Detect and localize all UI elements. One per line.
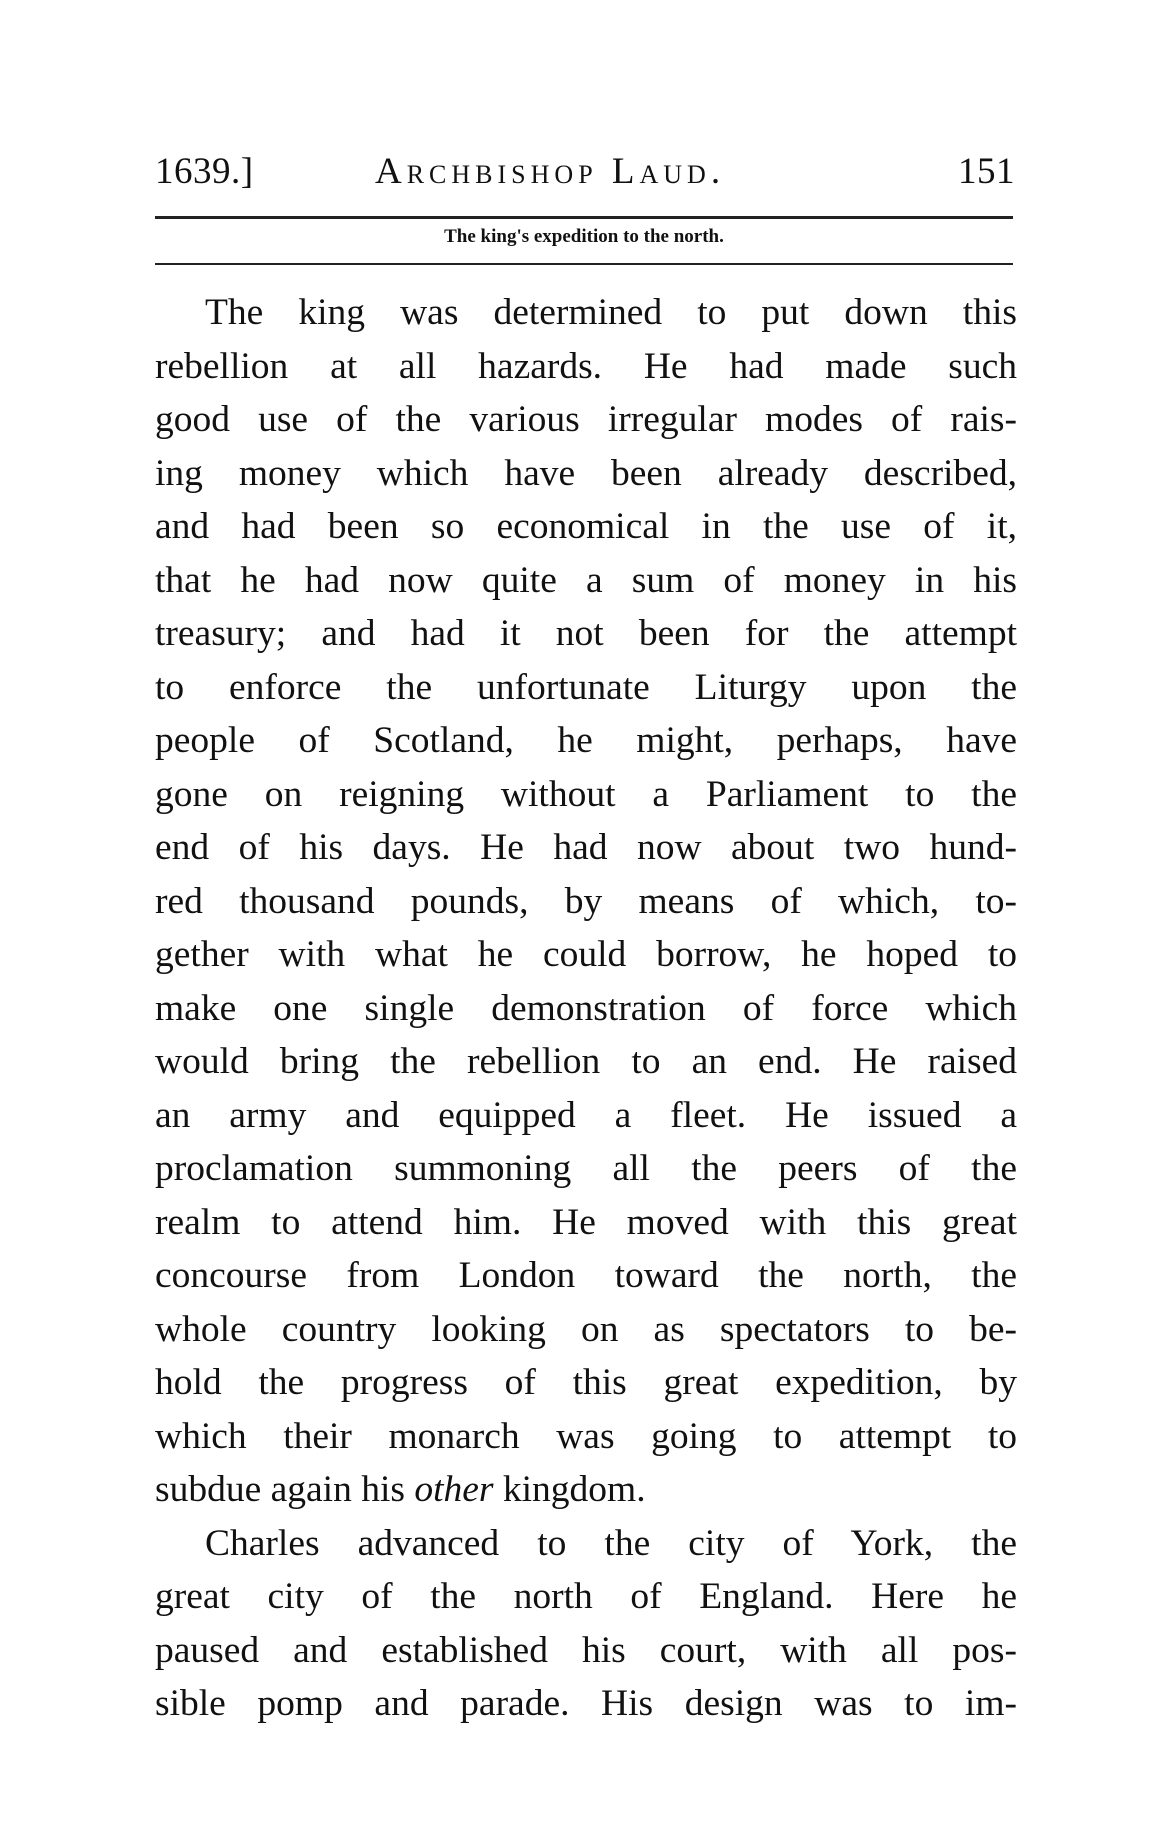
text-line: whole country looking on as spectators to be- [155,1308,1017,1350]
text-line: and had been so economical in the use of it, [155,506,1017,547]
header-rule-top [155,216,1013,219]
header-rule-bottom [155,263,1013,265]
page-number: 151 [958,151,1015,192]
body-text [155,286,1017,1731]
text-line: which their monarch was going to attempt to [155,1415,1017,1457]
text-line: red thousand pounds, by means of which, to- [155,880,1017,922]
text-line: concourse from London toward the north, the [155,1255,1017,1296]
text-line: gether with what he could borrow, he hoped to [155,934,1017,975]
text-line: to enforce the unfortunate Liturgy upon the [155,666,1017,708]
text-line: sible pomp and parade. His design was to im- [155,1683,1017,1724]
text-line: would bring the rebellion to an end. He raised [155,1041,1017,1082]
running-head [155,150,1015,200]
text-line: ing money which have been already described, [155,452,1017,494]
text-line: The king was determined to put down this [205,292,1017,333]
text-line: gone on reigning without a Parliament to the [155,773,1017,815]
text-line-final [155,1463,1017,1517]
text-line: make one single demonstration of force which [155,987,1017,1029]
text-line: people of Scotland, he might, perhaps, have [155,720,1017,761]
text-line: end of his days. He had now about two hund- [155,827,1017,868]
text-run: subdue again his [155,1469,415,1510]
text-line: realm to attend him. He moved with this great [155,1201,1017,1243]
header-year: 1639.] [155,151,254,192]
text-line: Charles advanced to the city of York, the [205,1522,1017,1564]
text-run: kingdom. [493,1469,646,1510]
text-line: treasury; and had it not been for the attempt [155,613,1017,654]
text-line: that he had now quite a sum of money in his [155,559,1017,601]
text-line: hold the progress of this great expedition, by [155,1362,1017,1403]
section-subheading: The king's expedition to the north. [444,226,724,247]
emphasis-text: other [414,1469,494,1510]
text-line: rebellion at all hazards. He had made such [155,345,1017,387]
header-title: Archbishop Laud. [375,151,726,192]
text-line: good use of the various irregular modes of rais- [155,399,1017,440]
text-line: paused and established his court, with all pos- [155,1629,1017,1671]
text-line: great city of the north of England. Here he [155,1576,1017,1617]
text-line: an army and equipped a fleet. He issued a [155,1094,1017,1136]
text-line: proclamation summoning all the peers of the [155,1148,1017,1189]
